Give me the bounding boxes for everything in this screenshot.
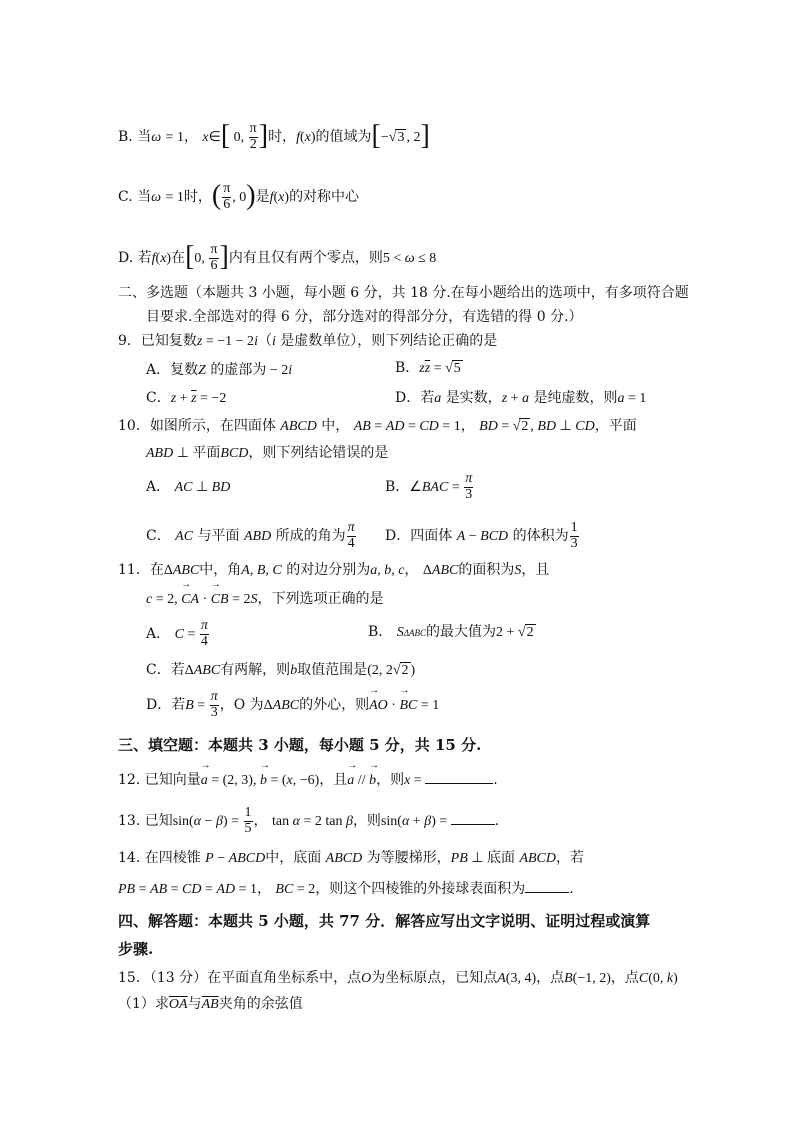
q10-option-b: B．∠BAC = $\frac{\pi}{3}$ (385, 471, 473, 502)
section-3-heading: 三、填空题：本题共 3 小题，每小题 5 分，共 15 分. (118, 736, 482, 754)
q12-answer-blank (425, 771, 493, 784)
q9-option-b: B．$z\overline{z} = √5$ (395, 360, 461, 376)
q14-stem: 14. 在四棱锥 P − ABCD中，底面 ABCD 为等腰梯形，PB ⊥ 底面 ABCD，若 (118, 850, 584, 866)
q10-stem-cont: ABD ⊥ 平面BCD，则下列结论错误的是 (146, 445, 389, 461)
q11-stem: 11．在ΔABC中，角A, B, C 的对边分别为a, b, c， ΔABC的面积为S，且 (118, 562, 550, 578)
q10-stem: 10．如图所示，在四面体 ABCD 中， AB = AD = CD = 1， BD = √2 , BD ⊥ CD，平面 (118, 418, 637, 434)
q15-stem: 15．（13 分）在平面直角坐标系中，点O为坐标原点，已知点A(3, 4)，点B(−1, 2)，点C(0, k) (118, 970, 678, 986)
q9-stem: 9．已知复数z = −1 − 2i（i 是虚数单位），则下列结论正确的是 (118, 333, 498, 349)
q11-stem-cont: c = 2, → CA · → CB = 2S，下列选项正确的是 (146, 591, 383, 609)
q10-option-c: C． AC 与平面 ABD 所成的角为 $\frac{\pi}{4}$ (146, 520, 355, 551)
q14-stem-cont: PB = AB = CD = AD = 1， BC = 2，则这个四棱锥的外接球表面积为 . (118, 881, 574, 897)
section-4-heading-cont: 步骤. (118, 940, 154, 958)
q10-option-a: A． AC ⊥ BD (146, 479, 231, 495)
q12-stem: 12. 已知向量→ a = (2, 3), → b = (x, −6)，且→ a // → b，则x = . (118, 771, 498, 790)
section-2-heading-cont: 目要求.全部选对的得 6 分，部分选对的得部分分，有选错的得 0 分.） (146, 309, 583, 325)
q13-stem: 13. 已知sin(α − β) = $\frac{1}{5}$ ， tan α = 2 tan β，则sin(α + β) = . (118, 805, 500, 836)
q9-option-c: C．$z + \overline{z} = -2$ (146, 390, 227, 406)
q8-option-b: B. 当ω = 1， x∈[ 0, $\frac{\pi}{2}$ ]时，f(x)的值域为[−√3 , 2] (118, 120, 430, 152)
q9-option-d: D．若a 是实数，z + a 是纯虚数，则a = 1 (395, 390, 647, 406)
section-4-heading: 四、解答题：本题共 5 小题，共 77 分．解答应写出文字说明、证明过程或演算 (118, 912, 651, 930)
q10-option-d: D．四面体 A − BCD 的体积为 $\frac{1}{3}$ (385, 520, 578, 551)
q11-option-d: D．若B = $\frac{\pi}{3}$ ，O 为ΔABC的外心，则→ AO · → BC = 1 (146, 690, 439, 720)
q8-option-c: C. 当ω = 1时，( $\frac{\pi}{6}$ , 0)是f(x)的对称中心 (118, 180, 360, 212)
q9-option-a: A．复数Z 的虚部为 − 2i (146, 362, 293, 378)
q15-part-1: （1）求$\overline{OA}$与$\overline{AB}$夹角的余弦值 (118, 996, 303, 1012)
q11-option-c: C．若ΔABC有两解，则b取值范围是(2, 2√2 ) (146, 662, 416, 678)
q13-answer-blank (451, 812, 495, 825)
q11-option-a: A． C = $\frac{\pi}{4}$ (146, 618, 208, 649)
q11-option-b: B． SΔABC的最大值为2 + √2 (368, 624, 534, 640)
q8-option-d: D. 若f(x)在[0, $\frac{\pi}{6}$ ]内有且仅有两个零点，则5 < ω ≤ 8 (118, 241, 437, 273)
section-2-heading: 二、多选题（本题共 3 小题，每小题 6 分，共 18 分.在每小题给出的选项中，有多项符合题 (118, 285, 689, 301)
q14-answer-blank (525, 880, 569, 893)
